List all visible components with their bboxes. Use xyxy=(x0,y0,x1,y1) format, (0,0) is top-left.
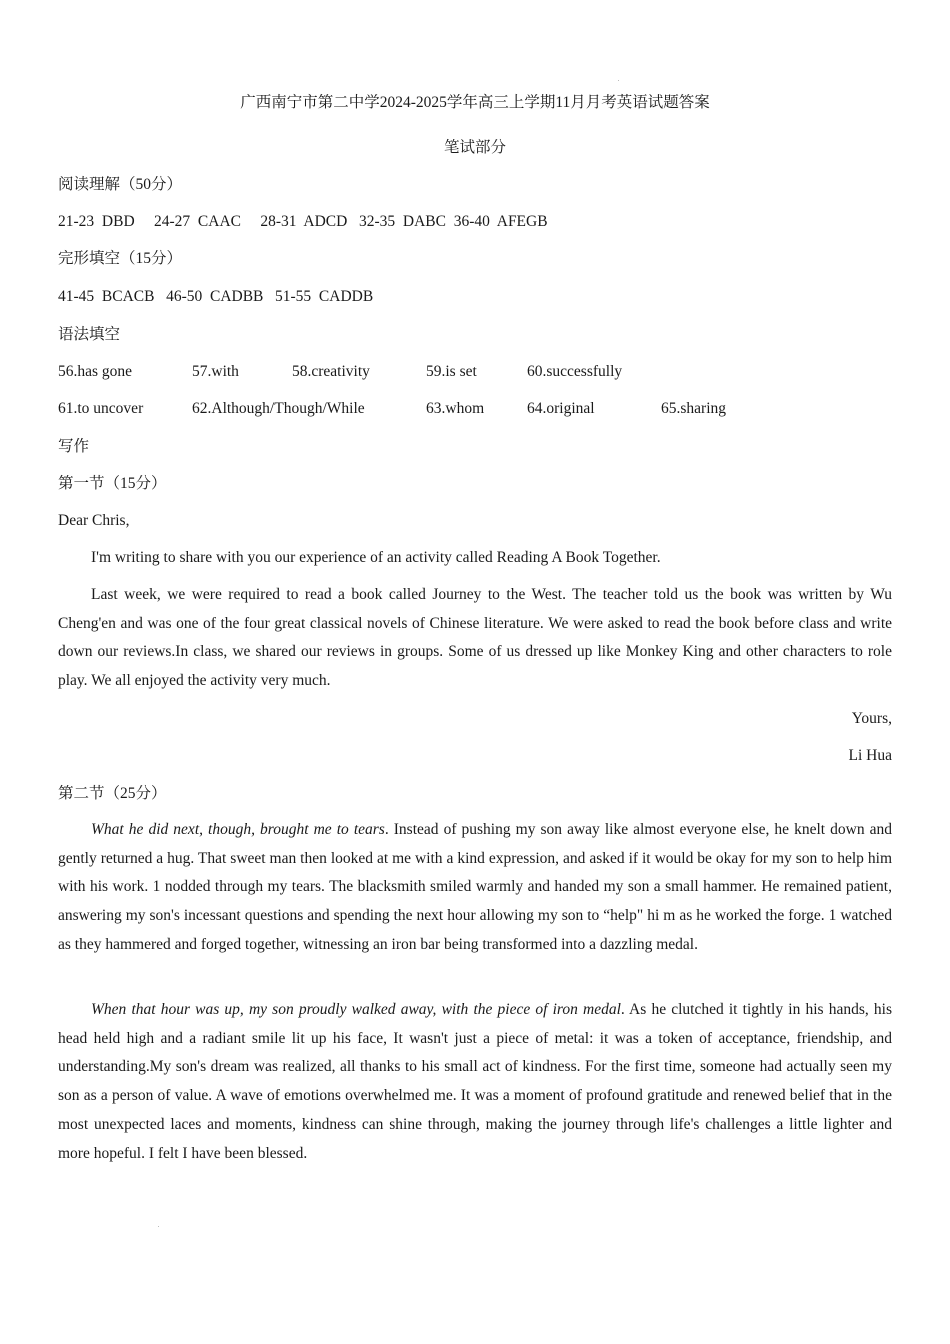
grammar-answer: 61.to uncover xyxy=(58,400,144,417)
letter-paragraph-1: I'm writing to share with you our experience of an activity called Reading A Book Together. xyxy=(91,549,661,566)
grammar-answer: 63.whom xyxy=(426,400,485,417)
grammar-heading: 语法填空 xyxy=(58,326,121,343)
grammar-answer: 56.has gone xyxy=(58,363,133,380)
letter-greeting: Dear Chris, xyxy=(58,512,130,529)
scan-speck xyxy=(158,1226,159,1227)
continuation-paragraph-1 xyxy=(58,816,892,960)
section-subtitle: 笔试部分 xyxy=(443,139,506,156)
reading-heading: 阅读理解（50分） xyxy=(58,176,183,193)
paragraph-body: . Instead of pushing my son away like almost everyone else, he knelt down and gently returned a hug. That sweet man then looked at me with a kind expression, and asked if it would be okay for my son to help him with his work. 1 nodded through my tears. The blacksmith smiled warmly and handed my son a small hammer. He remained patient, answering my son's incessant questions and spending the next hour allowing my son to “help" hi m as he worked the forge. 1 watched as they hammered and forged together, witnessing an iron bar being transformed into a dazzling medal. xyxy=(58,821,893,953)
writing-part1-heading: 第一节（15分） xyxy=(58,475,167,492)
paragraph-lead-sentence: What he did next, though, brought me to tears xyxy=(91,821,385,838)
scan-speck xyxy=(618,80,619,81)
grammar-answer: 60.successfully xyxy=(527,363,623,380)
grammar-answer: 65.sharing xyxy=(661,400,727,417)
reading-answers: 21-23 DBD 24-27 CAAC 28-31 ADCD 32-35 DABC 36-40 AFEGB xyxy=(58,213,548,230)
paragraph-body: . As he clutched it tightly in his hands, his head held high and a radiant smile lit up his face, It wasn't just a piece of metal: it was a token of acceptance, friendship, and understanding.My son's dream was realized, all thanks to his small act of kindness. For the first time, someone had actually seen my son as a person of value. A wave of emotions overwhelmed me. It was a moment of profound gratitude and renewed belief that in the most unexpected laces and moments, kindness can shine through, making the journey through life's challenges a little lighter and more hopeful. I felt I have been blessed. xyxy=(58,1001,892,1162)
writing-heading: 写作 xyxy=(58,438,90,455)
grammar-answer: 57.with xyxy=(192,363,239,380)
grammar-answer: 58.creativity xyxy=(292,363,370,380)
letter-closing: Yours, xyxy=(851,710,892,727)
cloze-heading: 完形填空（15分） xyxy=(58,250,183,267)
continuation-paragraph-2 xyxy=(58,996,892,1168)
document-title: 广西南宁市第二中学2024-2025学年高三上学期11月月考英语试题答案 xyxy=(240,94,710,111)
cloze-answers: 41-45 BCACB 46-50 CADBB 51-55 CADDB xyxy=(58,288,374,305)
paragraph-lead-sentence: When that hour was up, my son proudly walked away, with the piece of iron medal xyxy=(91,1001,621,1018)
letter-paragraph-2: Last week, we were required to read a book called Journey to the West. The teacher told us the book was written by Wu Cheng'en and was one of the four great classical novels of Chinese literature. We were asked to read the book before class and write down our reviews.In class, we shared our reviews in groups. Some of us dressed up like Monkey King and other characters to role play. We all enjoyed the activity very much. xyxy=(58,586,892,690)
grammar-answer: 59.is set xyxy=(426,363,477,380)
grammar-answer: 64.original xyxy=(527,400,595,417)
writing-part2-heading: 第二节（25分） xyxy=(58,785,167,802)
letter-signature: Li Hua xyxy=(848,747,892,764)
grammar-answer: 62.Although/Though/While xyxy=(192,400,365,417)
